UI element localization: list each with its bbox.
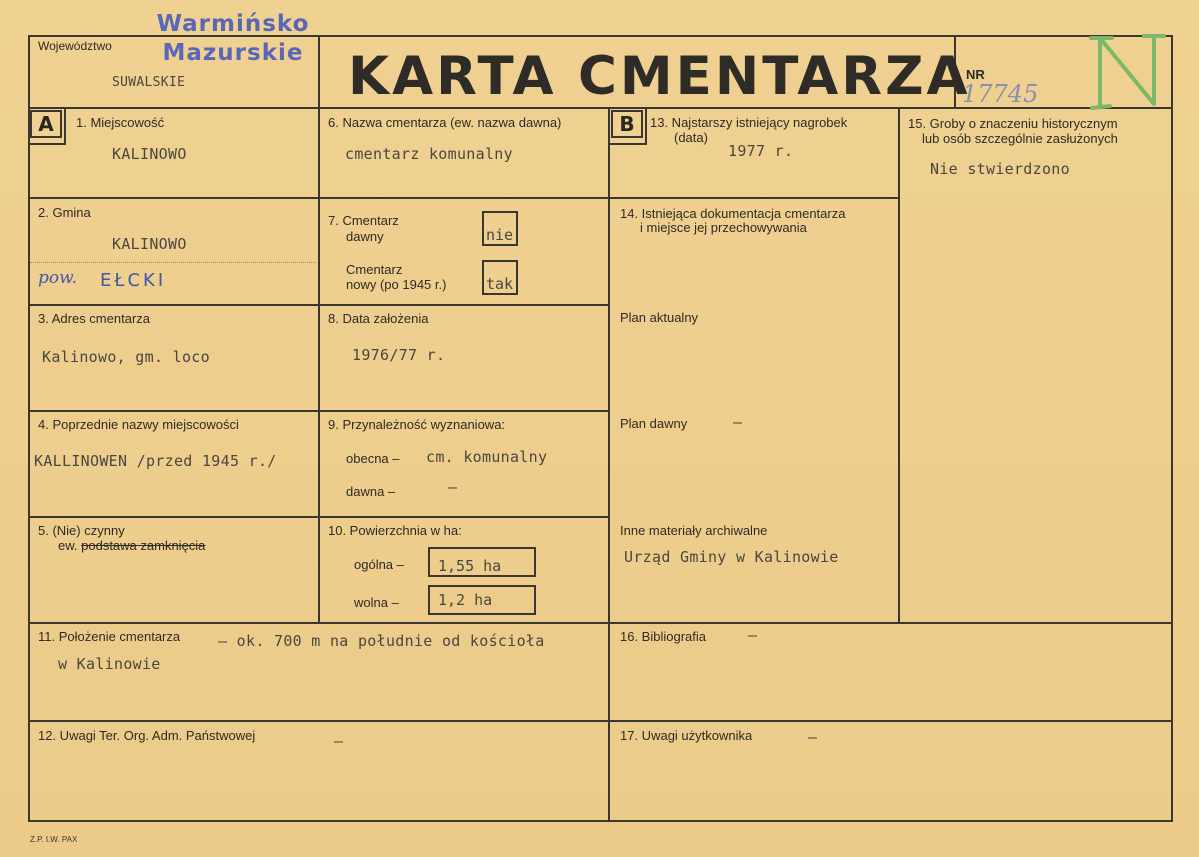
f9-dawna-value: – — [448, 478, 458, 496]
divider — [318, 35, 320, 623]
divider — [28, 143, 66, 145]
f14-inne-value: Urząd Gminy w Kalinowie — [624, 548, 839, 566]
f9-obecna-value: cm. komunalny — [426, 448, 548, 466]
guide-line — [30, 262, 316, 263]
f10-ogolna-box — [428, 547, 536, 577]
nr-value: 17745 — [962, 80, 1039, 108]
divider — [28, 410, 610, 412]
voivodeship-value: SUWALSKIE — [112, 75, 186, 90]
f14-inne-label: Inne materiały archiwalne — [620, 523, 768, 538]
divider — [28, 720, 1173, 722]
f5-label-b-strike: podstawa zamknięcia — [81, 538, 206, 553]
f7-nowy-label-1: Cmentarz — [346, 262, 403, 277]
f17-label: 17. Uwagi użytkownika — [620, 728, 753, 743]
f14-label-1: 14. Istniejąca dokumentacja cmentarza — [620, 206, 846, 221]
f10-label: 10. Powierzchnia w ha: — [328, 523, 462, 538]
f7-nowy-label-2: nowy (po 1945 r.) — [346, 277, 447, 292]
f6-value: cmentarz komunalny — [345, 145, 513, 163]
region-stamp — [148, 10, 318, 68]
f5-label-b — [58, 538, 205, 553]
f12-value: – — [334, 732, 344, 750]
divider — [645, 107, 647, 145]
f11-value-1: – ok. 700 m na południe od kościoła — [218, 632, 545, 650]
divider — [64, 107, 66, 145]
f14-plan-dawny: Plan dawny — [620, 416, 688, 431]
f2-pow-prefix: pow. — [38, 268, 78, 288]
f2-value: KALINOWO — [112, 235, 187, 253]
f2-pow-value: EŁCKI — [100, 270, 167, 291]
f15-label-1: 15. Groby o znaczeniu historycznym — [908, 116, 1118, 131]
f15-value: Nie stwierdzono — [930, 160, 1070, 178]
page-title: KARTA CMENTARZA — [348, 46, 971, 107]
f13-label-2: (data) — [674, 130, 708, 145]
nr-label: NR — [966, 67, 985, 82]
divider — [608, 197, 900, 199]
f14-label-2: i miejsce jej przechowywania — [640, 220, 807, 235]
f8-value: 1976/77 r. — [352, 346, 446, 364]
stamp-line-2: Mazurskie — [162, 40, 304, 66]
divider — [898, 107, 900, 623]
f13-value: 1977 r. — [728, 142, 794, 160]
f3-label: 3. Adres cmentarza — [38, 311, 150, 326]
f6-label: 6. Nazwa cmentarza (ew. nazwa dawna) — [328, 115, 562, 130]
f16-label: 16. Bibliografia — [620, 629, 706, 644]
f2-label: 2. Gmina — [38, 205, 91, 220]
f7-nowy-box — [482, 260, 518, 295]
divider — [28, 304, 610, 306]
f4-value: KALLINOWEN /przed 1945 r./ — [34, 452, 277, 470]
f10-wolna-box — [428, 585, 536, 615]
f10-ogolna-value: 1,55 ha — [438, 557, 502, 575]
f14-plan-aktualny: Plan aktualny — [620, 310, 699, 325]
f7-dawny-value: nie — [486, 226, 514, 244]
f4-label: 4. Poprzednie nazwy miejscowości — [38, 417, 239, 432]
category-letter-n — [1088, 30, 1168, 112]
f1-label: 1. Miejscowość — [76, 115, 165, 130]
f7-dawny-label-1: 7. Cmentarz — [328, 213, 399, 228]
f17-value: – — [808, 728, 818, 746]
f5-label-a: 5. (Nie) czynny — [38, 523, 125, 538]
section-a-box: A — [30, 110, 62, 138]
divider — [608, 143, 647, 145]
f3-value: Kalinowo, gm. loco — [42, 348, 210, 366]
f7-nowy-value: tak — [486, 275, 514, 293]
section-b-box: B — [611, 110, 643, 138]
f12-label: 12. Uwagi Ter. Org. Adm. Państwowej — [38, 728, 256, 743]
f9-dawna-label: dawna – — [346, 484, 396, 499]
f11-label: 11. Położenie cmentarza — [38, 629, 181, 644]
printer-footer: Z.P. I.W. PAX — [30, 835, 78, 844]
f13-label-1: 13. Najstarszy istniejący nagrobek — [650, 115, 848, 130]
f15-label-2: lub osób szczególnie zasłużonych — [922, 131, 1118, 146]
f7-dawny-label-2: dawny — [346, 229, 384, 244]
divider — [608, 107, 610, 822]
voivodeship-label: Województwo — [38, 39, 112, 53]
f16-value: – — [748, 626, 758, 644]
f11-value-2: w Kalinowie — [58, 655, 161, 673]
f10-wolna-value: 1,2 ha — [438, 591, 493, 609]
stamp-line-1: Warmińsko — [156, 11, 310, 37]
f5-label-b-pre: ew. — [58, 538, 82, 553]
f1-value: KALINOWO — [112, 145, 187, 163]
f9-label: 9. Przynależność wyznaniowa: — [328, 417, 506, 432]
f14-plan-dawny-value: – — [733, 413, 743, 431]
f10-wolna-label: wolna – — [354, 595, 399, 610]
divider — [28, 197, 610, 199]
f8-label: 8. Data założenia — [328, 311, 429, 326]
f9-obecna-label: obecna – — [346, 451, 400, 466]
f7-dawny-box — [482, 211, 518, 246]
divider — [28, 516, 610, 518]
f10-ogolna-label: ogólna – — [354, 557, 404, 572]
divider — [28, 622, 1173, 624]
